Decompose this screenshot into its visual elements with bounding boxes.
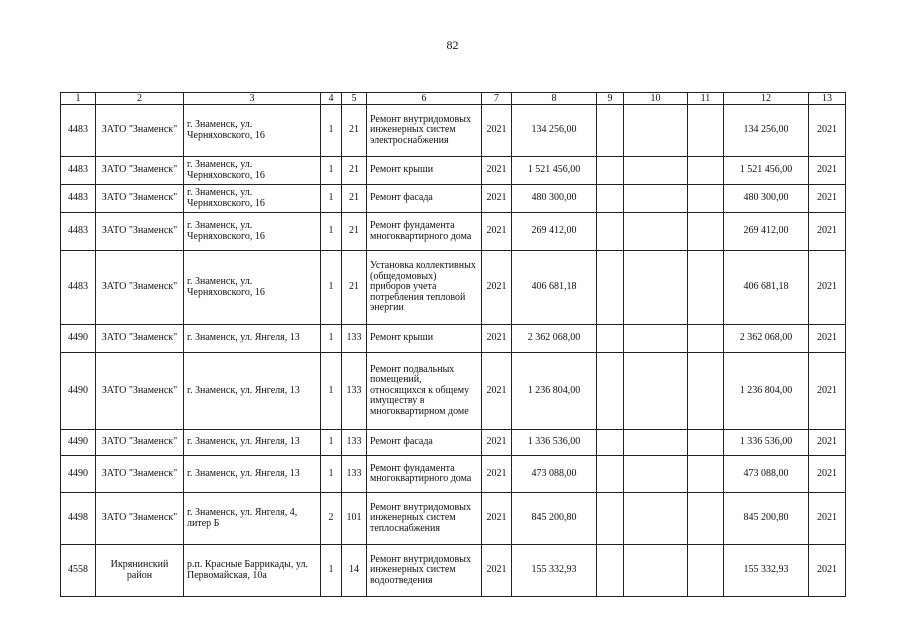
table-cell bbox=[597, 325, 624, 353]
table-cell: г. Знаменск, ул. Янгеля, 13 bbox=[184, 325, 321, 353]
table-cell: 2021 bbox=[482, 456, 512, 493]
table-cell: Ремонт внутридомовых инженерных систем теплоснабжения bbox=[367, 493, 482, 545]
table-cell: 2021 bbox=[809, 157, 846, 185]
table-cell bbox=[624, 493, 688, 545]
table-cell bbox=[597, 213, 624, 251]
table-cell: 2021 bbox=[482, 185, 512, 213]
table-cell bbox=[597, 251, 624, 325]
table-cell: 2021 bbox=[809, 185, 846, 213]
table-cell: 2021 bbox=[482, 353, 512, 430]
table-cell: 4483 bbox=[61, 105, 96, 157]
table-cell: 133 bbox=[342, 456, 367, 493]
table-cell: Ремонт крыши bbox=[367, 157, 482, 185]
table-cell: 2021 bbox=[482, 105, 512, 157]
table-cell: ЗАТО "Знаменск" bbox=[96, 430, 184, 456]
table-cell: 2021 bbox=[809, 213, 846, 251]
column-header: 8 bbox=[512, 93, 597, 105]
table-cell: 4558 bbox=[61, 545, 96, 597]
table-row bbox=[61, 493, 846, 545]
table-cell bbox=[688, 213, 724, 251]
table-cell bbox=[624, 157, 688, 185]
table-cell: Ремонт фундамента многоквартирного дома bbox=[367, 213, 482, 251]
table-cell: Икрянинский район bbox=[96, 545, 184, 597]
table-cell: 4483 bbox=[61, 185, 96, 213]
table-cell: Ремонт фундамента многоквартирного дома bbox=[367, 456, 482, 493]
table-cell: ЗАТО "Знаменск" bbox=[96, 493, 184, 545]
table-cell: 134 256,00 bbox=[512, 105, 597, 157]
table-cell: 2021 bbox=[482, 493, 512, 545]
column-header: 11 bbox=[688, 93, 724, 105]
table-cell: 406 681,18 bbox=[512, 251, 597, 325]
table-cell: 4490 bbox=[61, 430, 96, 456]
table-cell: 2021 bbox=[809, 430, 846, 456]
table-cell: 1 bbox=[321, 213, 342, 251]
table-row bbox=[61, 251, 846, 325]
table-cell: 4490 bbox=[61, 325, 96, 353]
table-cell bbox=[624, 185, 688, 213]
page-number: 82 bbox=[446, 38, 459, 52]
table-cell: ЗАТО "Знаменск" bbox=[96, 105, 184, 157]
table-cell: 845 200,80 bbox=[512, 493, 597, 545]
table-cell: ЗАТО "Знаменск" bbox=[96, 456, 184, 493]
table-cell: 473 088,00 bbox=[724, 456, 809, 493]
table-cell: 2021 bbox=[482, 157, 512, 185]
table-cell: 1 bbox=[321, 251, 342, 325]
table-cell: 14 bbox=[342, 545, 367, 597]
table-row bbox=[61, 430, 846, 456]
table-cell bbox=[688, 105, 724, 157]
table-cell: 2021 bbox=[809, 105, 846, 157]
table-cell: Ремонт крыши bbox=[367, 325, 482, 353]
table-cell: 269 412,00 bbox=[724, 213, 809, 251]
table-cell: 134 256,00 bbox=[724, 105, 809, 157]
table-cell: ЗАТО "Знаменск" bbox=[96, 185, 184, 213]
table-cell: г. Знаменск, ул. Черняховского, 16 bbox=[184, 157, 321, 185]
table-cell: 1 bbox=[321, 430, 342, 456]
table-cell: 1 bbox=[321, 353, 342, 430]
table-cell: 845 200,80 bbox=[724, 493, 809, 545]
table-cell: 155 332,93 bbox=[512, 545, 597, 597]
column-header: 7 bbox=[482, 93, 512, 105]
table-cell: 21 bbox=[342, 251, 367, 325]
table-cell: 480 300,00 bbox=[512, 185, 597, 213]
table-cell: ЗАТО "Знаменск" bbox=[96, 251, 184, 325]
table-row bbox=[61, 105, 846, 157]
table-cell bbox=[688, 353, 724, 430]
table-cell: Ремонт внутридомовых инженерных систем водоотведения bbox=[367, 545, 482, 597]
table-cell: 1 bbox=[321, 545, 342, 597]
table-cell bbox=[624, 430, 688, 456]
table-cell: 1 bbox=[321, 157, 342, 185]
table-cell: 2 362 068,00 bbox=[724, 325, 809, 353]
table-cell: 1 336 536,00 bbox=[512, 430, 597, 456]
table-cell: г. Знаменск, ул. Черняховского, 16 bbox=[184, 213, 321, 251]
table-cell: 4490 bbox=[61, 456, 96, 493]
table-cell: Ремонт внутридомовых инженерных систем электроснабжения bbox=[367, 105, 482, 157]
table-cell bbox=[688, 325, 724, 353]
table-cell bbox=[688, 251, 724, 325]
table-cell: Ремонт фасада bbox=[367, 430, 482, 456]
table-row bbox=[61, 325, 846, 353]
table-cell bbox=[597, 430, 624, 456]
table-cell: 2021 bbox=[809, 325, 846, 353]
table-cell: 133 bbox=[342, 430, 367, 456]
table-cell: Ремонт фасада bbox=[367, 185, 482, 213]
table-cell: 1 bbox=[321, 105, 342, 157]
column-header: 3 bbox=[184, 93, 321, 105]
table-cell: 133 bbox=[342, 353, 367, 430]
table-cell: 1 bbox=[321, 456, 342, 493]
table-cell: р.п. Красные Баррикады, ул. Первомайская, 10а bbox=[184, 545, 321, 597]
table-cell bbox=[597, 493, 624, 545]
table-cell bbox=[688, 157, 724, 185]
table-cell: 2021 bbox=[809, 251, 846, 325]
column-header: 5 bbox=[342, 93, 367, 105]
table-cell bbox=[624, 251, 688, 325]
table-cell: 1 bbox=[321, 325, 342, 353]
table-cell: 2021 bbox=[482, 325, 512, 353]
table-cell: 2 bbox=[321, 493, 342, 545]
table-cell bbox=[624, 353, 688, 430]
table-cell: 1 236 804,00 bbox=[724, 353, 809, 430]
table-row bbox=[61, 185, 846, 213]
table-cell: 2 362 068,00 bbox=[512, 325, 597, 353]
table-cell: 101 bbox=[342, 493, 367, 545]
table-cell: 406 681,18 bbox=[724, 251, 809, 325]
table-cell: 2021 bbox=[809, 545, 846, 597]
table-cell: 4483 bbox=[61, 157, 96, 185]
table-cell: ЗАТО "Знаменск" bbox=[96, 213, 184, 251]
table-cell bbox=[688, 185, 724, 213]
table-cell: ЗАТО "Знаменск" bbox=[96, 325, 184, 353]
table-cell: Установка коллективных (общедомовых) приборов учета потребления тепловой энергии bbox=[367, 251, 482, 325]
table-cell: 4483 bbox=[61, 213, 96, 251]
table-cell: 2021 bbox=[482, 545, 512, 597]
column-header: 13 bbox=[809, 93, 846, 105]
table-cell: 21 bbox=[342, 185, 367, 213]
table-cell: 480 300,00 bbox=[724, 185, 809, 213]
table-cell bbox=[624, 213, 688, 251]
table-cell bbox=[597, 185, 624, 213]
table-cell: 1 bbox=[321, 185, 342, 213]
table-row bbox=[61, 213, 846, 251]
table-cell: г. Знаменск, ул. Черняховского, 16 bbox=[184, 185, 321, 213]
table-cell: 133 bbox=[342, 325, 367, 353]
table-cell: 1 521 456,00 bbox=[724, 157, 809, 185]
table-cell bbox=[597, 157, 624, 185]
table-cell bbox=[624, 545, 688, 597]
column-header: 10 bbox=[624, 93, 688, 105]
table-cell: 269 412,00 bbox=[512, 213, 597, 251]
table-row bbox=[61, 353, 846, 430]
table-cell: 155 332,93 bbox=[724, 545, 809, 597]
table-cell bbox=[624, 105, 688, 157]
table-cell bbox=[597, 456, 624, 493]
table-cell bbox=[688, 456, 724, 493]
table-cell: 2021 bbox=[809, 493, 846, 545]
table-cell: г. Знаменск, ул. Черняховского, 16 bbox=[184, 251, 321, 325]
table-cell: г. Знаменск, ул. Черняховского, 16 bbox=[184, 105, 321, 157]
table-row bbox=[61, 545, 846, 597]
table-cell: 2021 bbox=[482, 213, 512, 251]
table-cell: 1 336 536,00 bbox=[724, 430, 809, 456]
table-cell: Ремонт подвальных помещений, относящихся к общему имуществу в многоквартирном доме bbox=[367, 353, 482, 430]
capital-repair-table bbox=[60, 92, 846, 597]
table-cell: 473 088,00 bbox=[512, 456, 597, 493]
table-cell: 4490 bbox=[61, 353, 96, 430]
table-cell: г. Знаменск, ул. Янгеля, 13 bbox=[184, 430, 321, 456]
table-row bbox=[61, 157, 846, 185]
table-cell: 1 521 456,00 bbox=[512, 157, 597, 185]
header-row bbox=[61, 93, 846, 105]
table-cell: г. Знаменск, ул. Янгеля, 13 bbox=[184, 353, 321, 430]
table-cell bbox=[688, 430, 724, 456]
table-cell: 21 bbox=[342, 105, 367, 157]
table-cell: 1 236 804,00 bbox=[512, 353, 597, 430]
table-cell: г. Знаменск, ул. Янгеля, 13 bbox=[184, 456, 321, 493]
column-header: 6 bbox=[367, 93, 482, 105]
table-row bbox=[61, 456, 846, 493]
table-cell bbox=[597, 105, 624, 157]
table-cell: 2021 bbox=[482, 251, 512, 325]
table-cell bbox=[624, 456, 688, 493]
table-cell: ЗАТО "Знаменск" bbox=[96, 353, 184, 430]
table-cell: 2021 bbox=[809, 353, 846, 430]
column-header: 1 bbox=[61, 93, 96, 105]
column-header: 12 bbox=[724, 93, 809, 105]
table-cell: 2021 bbox=[482, 430, 512, 456]
table-cell: 21 bbox=[342, 213, 367, 251]
column-header: 4 bbox=[321, 93, 342, 105]
table-cell: 21 bbox=[342, 157, 367, 185]
column-header: 2 bbox=[96, 93, 184, 105]
table-cell bbox=[597, 353, 624, 430]
table-cell: ЗАТО "Знаменск" bbox=[96, 157, 184, 185]
table-cell: 2021 bbox=[809, 456, 846, 493]
table-cell bbox=[624, 325, 688, 353]
column-header: 9 bbox=[597, 93, 624, 105]
table-cell bbox=[597, 545, 624, 597]
table-cell bbox=[688, 545, 724, 597]
table-cell: г. Знаменск, ул. Янгеля, 4, литер Б bbox=[184, 493, 321, 545]
table-cell: 4498 bbox=[61, 493, 96, 545]
table-cell bbox=[688, 493, 724, 545]
table-cell: 4483 bbox=[61, 251, 96, 325]
